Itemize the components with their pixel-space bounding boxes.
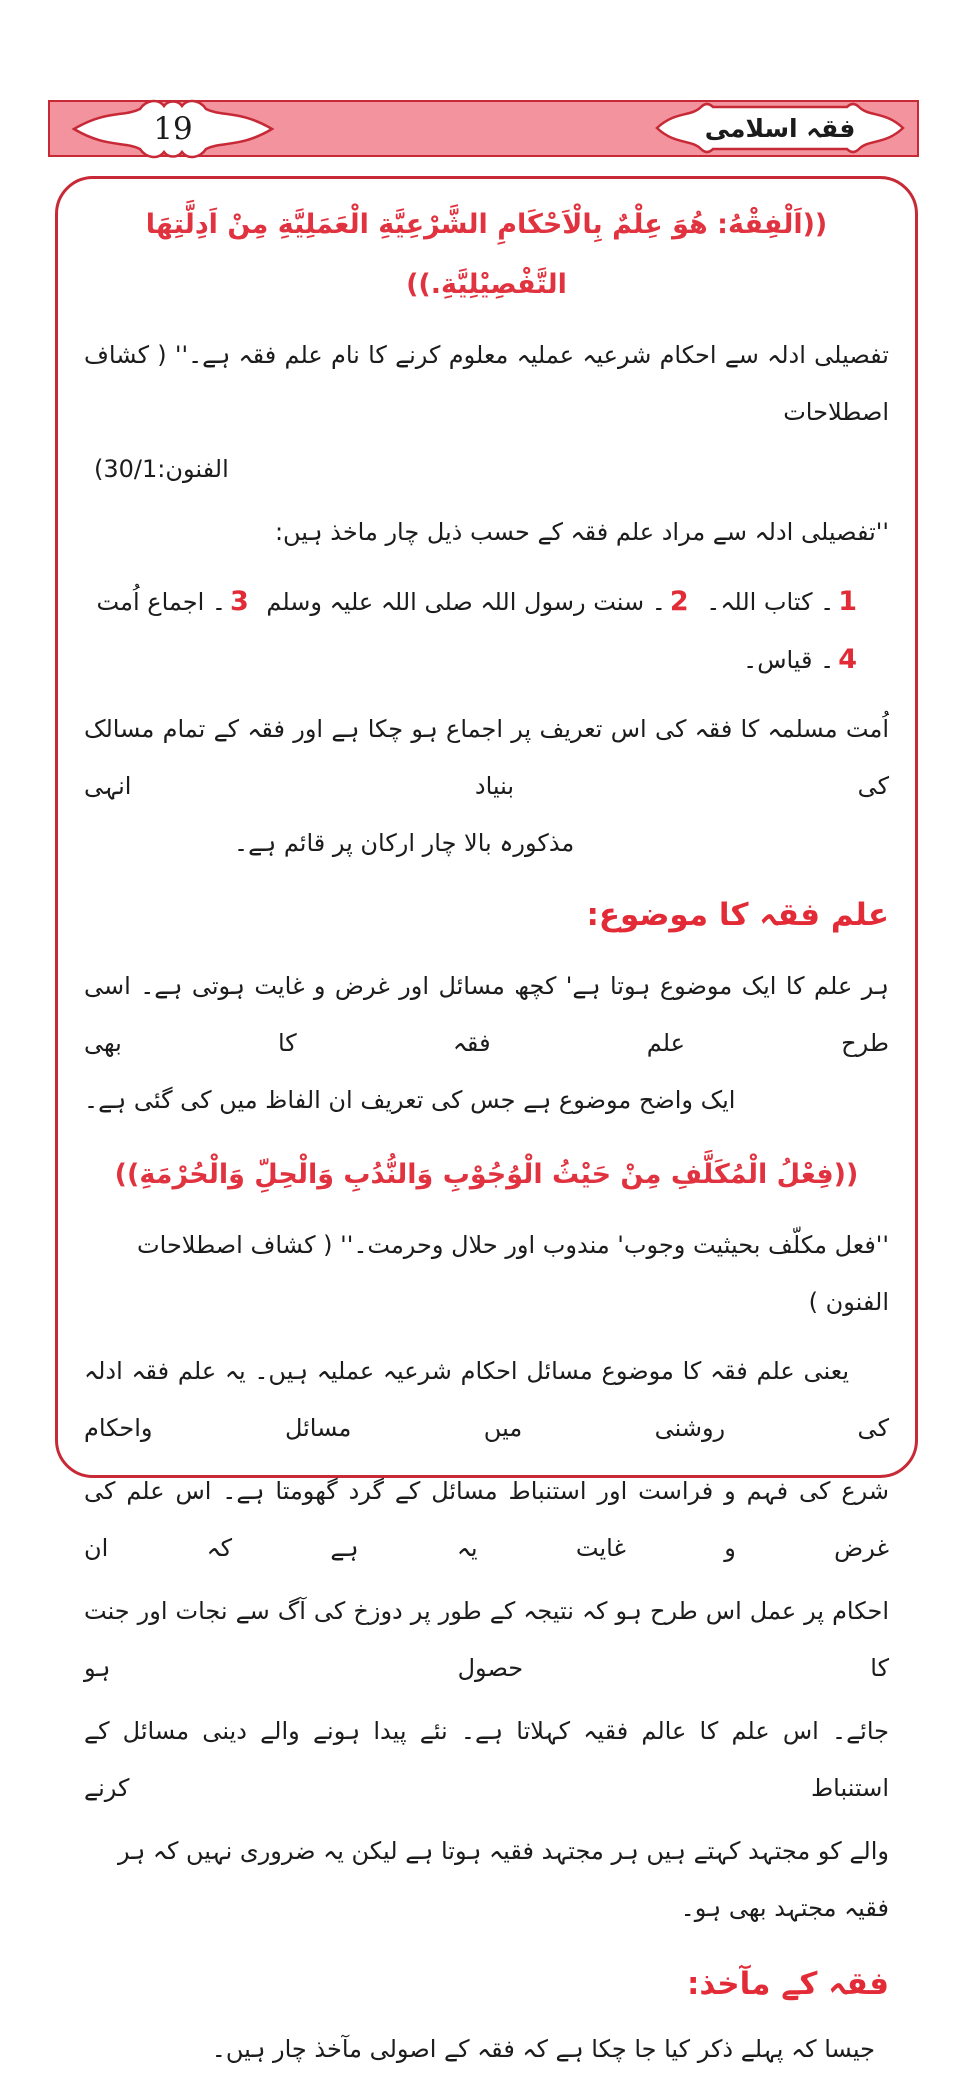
para-explain-line-5: والے کو مجتہد کہتے ہیں ہر مجتہد فقیہ ہوتا ہے لیکن یہ ضروری نہیں کہ ہر فقیہ مجتہد بھی ہو۔ <box>117 1837 889 1922</box>
source-label-4: ۔ قیاس۔ <box>743 646 835 674</box>
para-subject-line-2: ایک واضح موضوع ہے جس کی تعریف ان الفاظ میں کی گئی ہے۔ <box>84 1086 736 1114</box>
page-number: 19 <box>153 111 193 147</box>
page-number-ornament <box>68 97 278 161</box>
para-explain-line-2: شرع کی فہم و فراست اور استنباط مسائل کے گرد گھومتا ہے۔ اس علم کی غرض و غایت یہ ہے کہ ان <box>84 1477 889 1562</box>
translation-line-1: تفصیلی ادلہ سے احکام شرعیہ عملیہ معلوم کرنے کا نام علم فقہ ہے۔'' ( کشاف اصطلاحات <box>84 341 889 426</box>
para-explain-line-4: جائے۔ اس علم کا عالم فقیہ کہلاتا ہے۔ نئے پیدا ہونے والے دینی مسائل کے استنباط کرنے <box>84 1717 889 1802</box>
para-ijma-line-2: مذکورہ بالا چار ارکان پر قائم ہے۔ <box>234 829 575 857</box>
sources-list-line <box>84 573 889 689</box>
sources-intro-line: ''تفصیلی ادلہ سے مراد علم فقہ کے حسب ذیل چار ماخذ ہیں: <box>274 518 889 546</box>
heading-sources-of-fiqh: فقہ کے مآخذ: <box>686 1966 889 2002</box>
para-subject-line-1: ہر علم کا ایک موضوع ہوتا ہے' کچھ مسائل اور غرض و غایت ہوتی ہے۔ اسی طرح علم فقہ کا بھی <box>84 972 889 1057</box>
title-ornament <box>651 102 909 154</box>
source-number-3: 3 <box>229 586 249 617</box>
arabic-definition-fiqh: ((اَلْفِقْهُ: هُوَ عِلْمٌ بِالْاَحْكَامِ الشَّرْعِيَّةِ الْعَمَلِيَّةِ مِنْ اَدِلَّتِهَا التَّفْصِيْلِيَّةِ.)) <box>145 209 828 300</box>
page-title: فقہ اسلامی <box>704 113 856 143</box>
source-label-1: ۔ کتاب اللہ۔ <box>706 588 835 616</box>
source-number-2: 2 <box>669 586 689 617</box>
source-number-1: 1 <box>838 586 857 617</box>
para-explain-line-1: یعنی علم فقہ کا موضوع مسائل احکام شرعیہ عملیہ ہیں۔ یہ علم فقہ ادلہ کی روشنی میں مسائل واحکام <box>84 1357 889 1442</box>
heading-subject-of-fiqh: علم فقہ کا موضوع: <box>586 897 889 933</box>
content-box <box>55 176 918 2063</box>
final-line: جیسا کہ پہلے ذکر کیا جا چکا ہے کہ فقہ کے اصولی مآخذ چار ہیں۔ <box>211 2035 875 2063</box>
arabic-definition-subject: ((فِعْلُ الْمُكَلَّفِ مِنْ حَيْثُ الْوُجُوْبِ وَالنُّدُبِ وَالْحِلِّ وَالْحُرْمَةِ)) <box>114 1159 859 1190</box>
header-band <box>48 100 919 157</box>
source-label-2: ۔ سنت رسول اللہ صلی اللہ علیہ وسلم <box>266 588 666 616</box>
para-explain-line-3: احکام پر عمل اس طرح ہو کہ نتیجہ کے طور پر دوزخ کی آگ سے نجات اور جنت کا حصول ہو <box>84 1597 889 1682</box>
citation-continuation: الفنون:30/1) <box>94 455 229 483</box>
translation-line-2: ''فعل مکلّف بحیثیت وجوب' مندوب اور حلال وحرمت۔'' ( کشاف اصطلاحات الفنون ) <box>137 1231 889 1316</box>
source-label-3: ۔ اجماع اُمت <box>96 588 226 616</box>
source-number-4: 4 <box>838 644 857 675</box>
para-ijma-line-1: اُمت مسلمہ کا فقہ کی اس تعریف پر اجماع ہو چکا ہے اور فقہ کے تمام مسالک کی بنیاد انہی <box>84 715 889 800</box>
